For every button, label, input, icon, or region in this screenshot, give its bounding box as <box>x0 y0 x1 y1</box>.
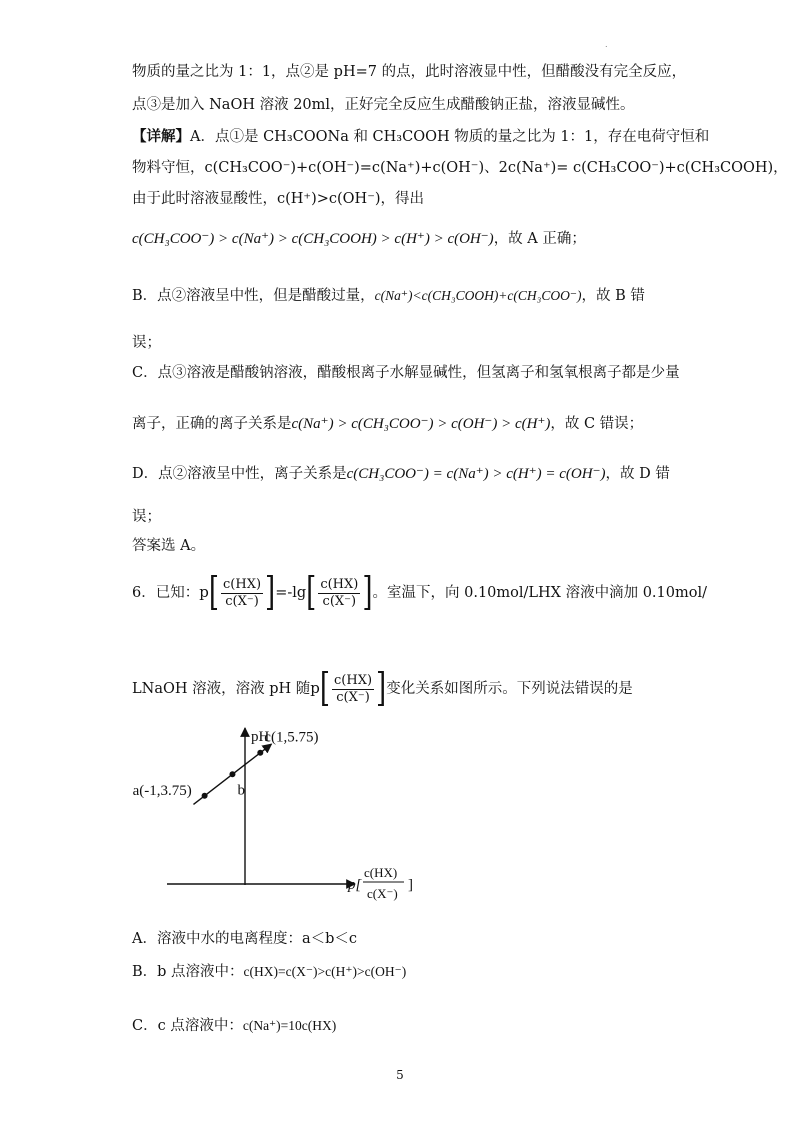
right-bracket: ] <box>265 570 276 616</box>
question-6-after: 。室温下，向 0.10mol/LHX 溶液中滴加 0.10mol/ <box>372 585 707 601</box>
detail-tag: 【详解】 <box>132 128 190 145</box>
option-b-tail-line: 误； <box>132 335 161 351</box>
option-c-formula: c(Na⁺)=10c(HX) <box>242 1018 337 1033</box>
option-c-tail: ，故 C 错误； <box>550 416 644 432</box>
corner-mark: . <box>605 40 608 49</box>
fraction-2-den: c(X⁻) <box>322 593 357 609</box>
formula-a-tail: ，故 A 正确； <box>493 231 586 247</box>
option-b-text: B．点②溶液呈中性，但是醋酸过量， <box>132 288 375 304</box>
formula-b: c(Na⁺)<c(CH₃COOH)+c(CH₃COO⁻) <box>374 288 582 303</box>
points-layer <box>133 730 319 799</box>
detail-text: A．点①是 CH₃COONa 和 CH₃COOH 物质的量之比为 1：1，存在电荷守恒和 <box>190 129 710 145</box>
option-c-label: C．c 点溶液中： <box>132 1018 243 1034</box>
option-c-explain-1: C．点③溶液是醋酸钠溶液，醋酸根离子水解显碱性，但氢离子和氢氧根离子都是少量 <box>132 365 680 381</box>
y-axis-label: pH <box>251 729 270 745</box>
question-6-line-2a: LNaOH 溶液，溶液 pH 随 <box>132 681 311 697</box>
paragraph-line-2: 点③是加入 NaOH 溶液 20ml，正好完全反应生成醋酸钠正盐，溶液显碱性。 <box>132 97 635 113</box>
point-a <box>202 793 208 799</box>
point-label-b: b <box>237 782 245 799</box>
answer-line: 答案选 A。 <box>132 538 206 554</box>
right-bracket-2: ] <box>362 570 373 616</box>
x-axis-label-num: c(HX) <box>364 865 398 880</box>
right-bracket-3: ] <box>376 666 387 712</box>
page-number: 5 <box>396 1068 404 1082</box>
formula-c: c(Na⁺) > c(CH₃COO⁻) > c(OH⁻) > c(H⁺) <box>291 416 551 432</box>
option-d-text: D．点②溶液呈中性，离子关系是 <box>132 466 347 482</box>
p-symbol: p <box>199 583 209 601</box>
option-c-text: 离子，正确的离子关系是 <box>132 416 292 432</box>
option-d-tail-line: 误； <box>132 509 161 525</box>
question-6-line-2b: 变化关系如图所示。下列说法错误的是 <box>386 681 633 697</box>
formula-d: c(CH₃COO⁻) = c(Na⁺) > c(H⁺) = c(OH⁻) <box>346 466 606 482</box>
fraction-2-num: c(HX) <box>320 576 359 592</box>
formula-a: c(CH₃COO⁻) > c(Na⁺) > c(CH₃COOH) > c(H⁺) > c(OH⁻) <box>132 231 494 247</box>
x-axis-label-prefix: p[ <box>348 877 362 893</box>
point-b <box>229 771 235 777</box>
point-label-a: a(-1,3.75) <box>132 782 192 799</box>
point-c <box>257 750 263 756</box>
paragraph-line-1: 物质的量之比为 1：1，点②是 pH=7 的点，此时溶液显中性，但醋酸没有完全反应， <box>132 64 687 80</box>
left-bracket-2: [ <box>306 570 317 616</box>
paragraph-line-4: 物料守恒，c(CH₃COO⁻)+c(OH⁻)=c(Na⁺)+c(OH⁻)、2c(Na⁺)= c(CH₃COO⁻)+c(CH₃COOH)， <box>132 160 788 176</box>
fraction-1-num: c(HX) <box>223 576 262 592</box>
fraction-1-den: c(X⁻) <box>225 593 259 609</box>
option-b <box>132 962 406 982</box>
fraction-3-den: c(X⁻) <box>336 689 370 705</box>
left-bracket: [ <box>208 570 219 616</box>
eq-mid: =-lg <box>275 585 307 601</box>
option-c <box>132 1016 336 1036</box>
option-d-tail: ，故 D 错 <box>605 466 670 482</box>
option-b-formula: c(HX)=c(X⁻)>c(H⁺)>c(OH⁻) <box>243 964 407 979</box>
x-axis-label-den: c(X⁻) <box>367 886 398 901</box>
fraction-3-num: c(HX) <box>334 672 373 688</box>
question-6-lead: 6．已知： <box>132 585 200 601</box>
point-label-c: c(1,5.75) <box>264 729 319 746</box>
x-axis-label-suffix: ] <box>408 877 413 893</box>
paragraph-line-5: 由于此时溶液显酸性，c(H⁺)>c(OH⁻)，得出 <box>132 191 425 207</box>
option-a: A．溶液中水的电离程度：a＜b＜c <box>132 931 358 947</box>
p-symbol-2: p <box>310 679 320 697</box>
option-b-label: B．b 点溶液中： <box>132 964 244 980</box>
left-bracket-3: [ <box>319 666 331 712</box>
option-b-tail: ，故 B 错 <box>581 288 645 304</box>
